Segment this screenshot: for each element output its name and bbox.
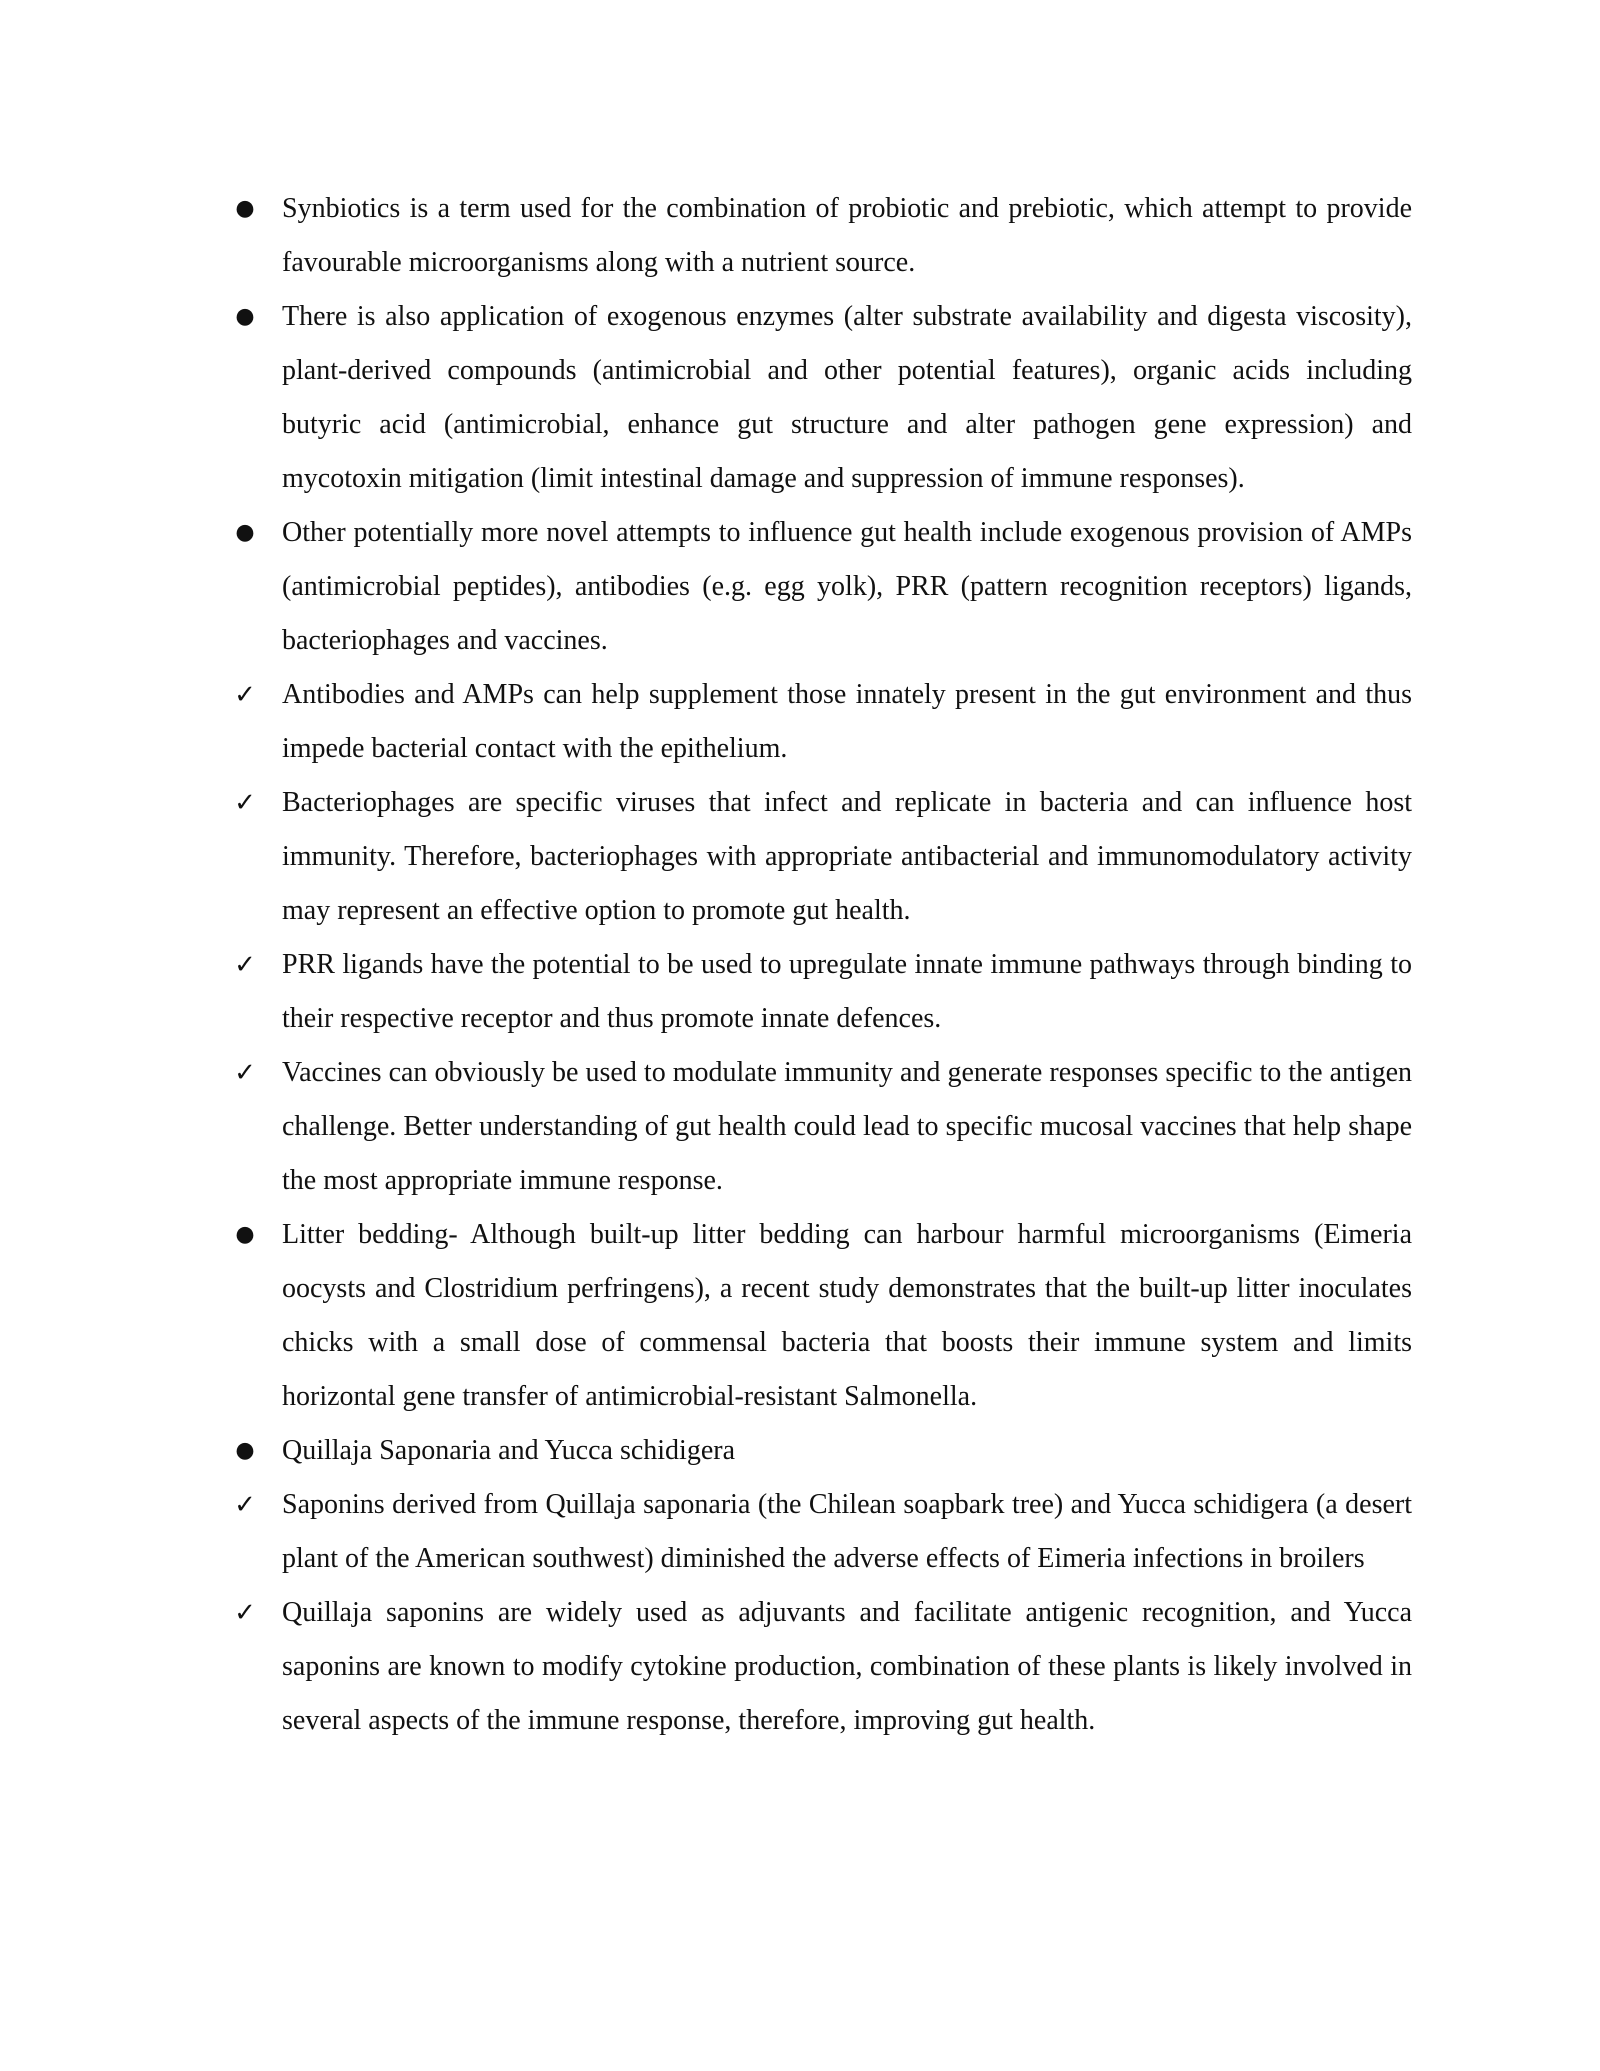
checkmark-icon: ✓ [234,1058,256,1088]
list-item [230,1208,1412,1424]
list-item-text: PRR ligands have the potential to be used to upregulate innate immune pathways through binding to their respective receptor and thus promote innate defences. [282,949,1412,1034]
list-item-text: Litter bedding- Although built-up litter bedding can harbour harmful microorganisms (Eimeria oocysts and Clostridium perfringens), a recent study demonstrates that the built-up litter inoculates chicks with a small dose of commensal bacteria that boosts their immune system and limits horizontal gene transfer of antimicrobial-resistant Salmonella. [282,1219,1412,1412]
list-item [230,1478,1412,1586]
list-item-text: Synbiotics is a term used for the combination of probiotic and prebiotic, which attempt to provide favourable microorganisms along with a nutrient source. [282,193,1412,278]
list-item-text: Quillaja saponins are widely used as adjuvants and facilitate antigenic recognition, and Yucca saponins are known to modify cytokine production, combination of these plants is likely involved in several aspects of the immune response, therefore, improving gut health. [282,1597,1412,1736]
bullet-icon: ● [235,1438,255,1463]
list-item-text: Vaccines can obviously be used to modulate immunity and generate responses specific to the antigen challenge. Better understanding of gut health could lead to specific mucosal vaccines that help shape the most appropriate immune response. [282,1057,1412,1196]
bullet-icon: ● [235,520,255,545]
list-item-text: There is also application of exogenous enzymes (alter substrate availability and digesta viscosity), plant-derived compounds (antimicrobial and other potential features), organic acids including butyric acid (antimicrobial, enhance gut structure and alter pathogen gene expression) and mycotoxin mitigation (limit intestinal damage and suppression of immune responses). [282,301,1412,494]
bullet-list [230,182,1412,1748]
list-item [230,1046,1412,1208]
list-item-text: Other potentially more novel attempts to influence gut health include exogenous provision of AMPs (antimicrobial peptides), antibodies (e.g. egg yolk), PRR (pattern recognition receptors) ligands, bacteriophages and vaccines. [282,517,1412,656]
list-item [230,1586,1412,1748]
checkmark-icon: ✓ [234,788,256,818]
bullet-icon: ● [235,304,255,329]
list-item [230,938,1412,1046]
list-item [230,290,1412,506]
list-item [230,1424,1412,1478]
bullet-icon: ● [235,1222,255,1247]
checkmark-icon: ✓ [234,950,256,980]
list-item-text: Antibodies and AMPs can help supplement those innately present in the gut environment and thus impede bacterial contact with the epithelium. [282,679,1412,764]
list-item-text: Bacteriophages are specific viruses that infect and replicate in bacteria and can influence host immunity. Therefore, bacteriophages with appropriate antibacterial and immunomodulatory activity may represent an effective option to promote gut health. [282,787,1412,926]
list-item [230,776,1412,938]
checkmark-icon: ✓ [234,1598,256,1628]
checkmark-icon: ✓ [234,680,256,710]
list-item [230,668,1412,776]
list-item [230,182,1412,290]
list-item-text: Saponins derived from Quillaja saponaria (the Chilean soapbark tree) and Yucca schidigera (a desert plant of the American southwest) diminished the adverse effects of Eimeria infections in broilers [282,1489,1412,1574]
checkmark-icon: ✓ [234,1490,256,1520]
bullet-icon: ● [235,196,255,221]
list-item-text: Quillaja Saponaria and Yucca schidigera [282,1435,736,1466]
list-item [230,506,1412,668]
